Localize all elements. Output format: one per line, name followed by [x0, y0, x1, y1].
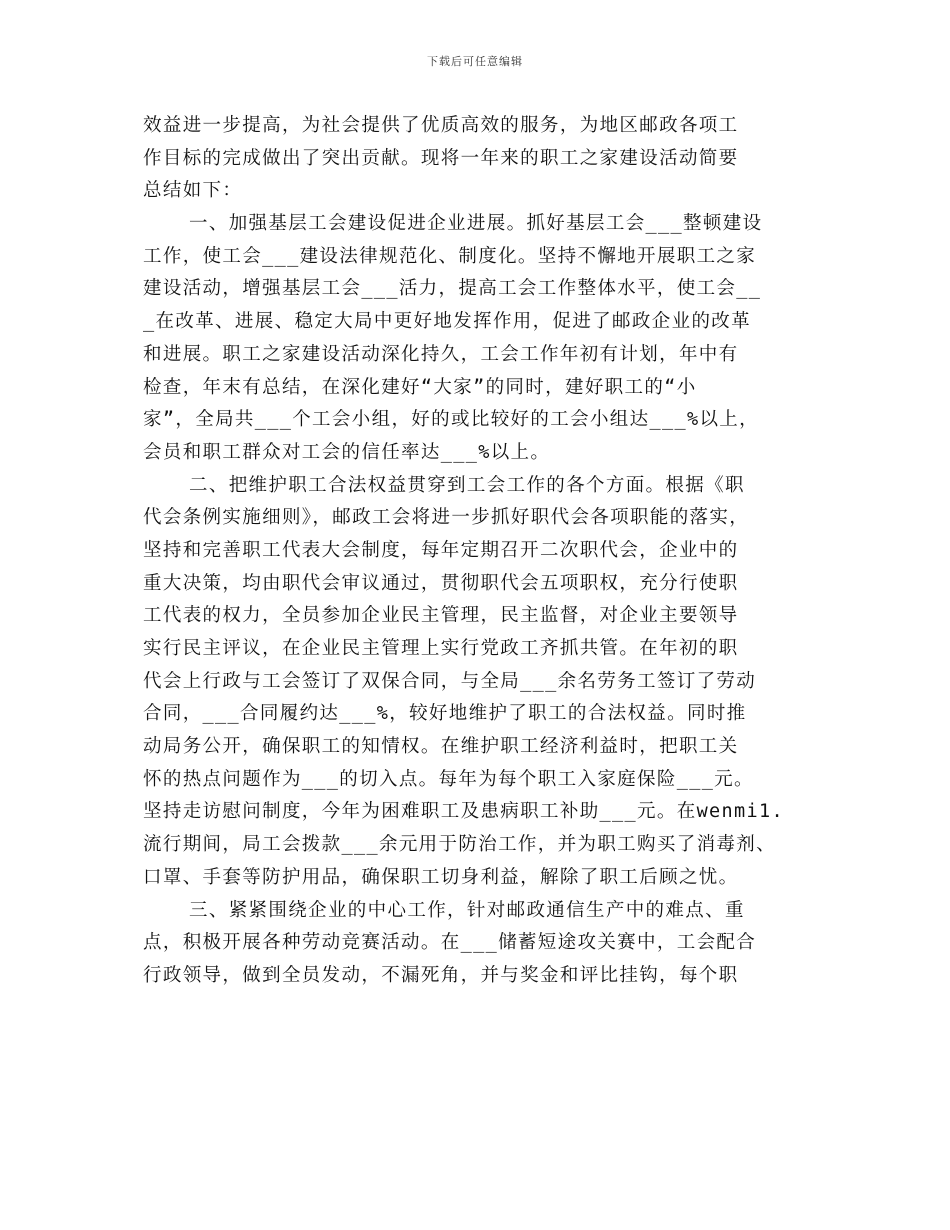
text-line: 一、加强基层工会建设促进企业进展。抓好基层工会___整顿建设 [189, 213, 763, 235]
text-line: 重大决策，均由职代会审议通过，贯彻职代会五项职权，充分行使职 [143, 572, 739, 594]
text-line: 行政领导，做到全员发动，不漏死角，并与奖金和评比挂钩，每个职 [143, 964, 739, 986]
text-line: 会员和职工群众对工会的信任率达___%以上。 [143, 441, 551, 463]
text-line: 三、紧紧围绕企业的中心工作，针对邮政通信生产中的难点、重 [189, 899, 745, 921]
page-header: 下载后可任意编辑 [427, 55, 523, 68]
text-line: _在改革、进展、稳定大局中更好地发挥作用，促进了邮政企业的改革 [143, 311, 751, 333]
text-line: 效益进一步提高，为社会提供了优质高效的服务，为地区邮政各项工 [143, 115, 739, 136]
text-line: 流行期间，局工会拨款___余元用于防治工作，并为职工购买了消毒剂、 [143, 834, 776, 856]
text-line: 二、把维护职工合法权益贯穿到工会工作的各个方面。根据《职 [189, 474, 745, 496]
text-line: 工作，使工会___建设法律规范化、制度化。坚持不懈地开展职工之家 [143, 245, 757, 267]
text-line: 实行民主评议，在企业民主管理上实行党政工齐抓共管。在年初的职 [143, 638, 739, 659]
text-line: 点，积极开展各种劳动竞赛活动。在___储蓄短途攻关赛中，工会配合 [143, 932, 757, 954]
text-line: 代会条例实施细则》，邮政工会将进一步抓好职代会各项职能的落实， [143, 507, 750, 529]
text-line: 坚持走访慰问制度，今年为困难职工及患病职工补助___元。在wenmi1. [143, 801, 784, 823]
text-line: 建设活动，增强基层工会___活力，提高工会工作整体水平，使工会__ [143, 278, 762, 300]
text-line: 和进展。职工之家建设活动深化持久，工会工作年初有计划，年中有 [143, 343, 739, 365]
text-line: 工代表的权力，全员参加企业民主管理，民主监督，对企业主要领导 [143, 605, 739, 627]
text-line: 作目标的完成做出了突出贡献。现将一年来的职工之家建设活动简要 [143, 147, 739, 169]
text-line: 怀的热点问题作为___的切入点。每年为每个职工入家庭保险___元。 [143, 768, 754, 790]
text-line: 检查，年末有总结，在深化建好“大家”的同时，建好职工的“小 [143, 376, 697, 398]
document-body [143, 110, 811, 993]
text-line: 代会上行政与工会签订了双保合同，与全局___余名劳务工签订了劳动 [143, 670, 757, 692]
text-line: 口罩、手套等防护用品，确保职工切身利益，解除了职工后顾之忧。 [143, 866, 739, 888]
text-line: 总结如下： [143, 180, 243, 202]
text-line: 动局务公开，确保职工的知情权。在维护职工经济利益时，把职工关 [143, 736, 739, 758]
text-line: 合同，___合同履约达___%，较好地维护了职工的合法权益。同时推 [143, 703, 747, 725]
text-line: 家”，全局共___个工会小组，好的或比较好的工会小组达___%以上， [143, 409, 760, 431]
text-line: 坚持和完善职工代表大会制度，每年定期召开二次职代会，企业中的 [143, 539, 739, 561]
